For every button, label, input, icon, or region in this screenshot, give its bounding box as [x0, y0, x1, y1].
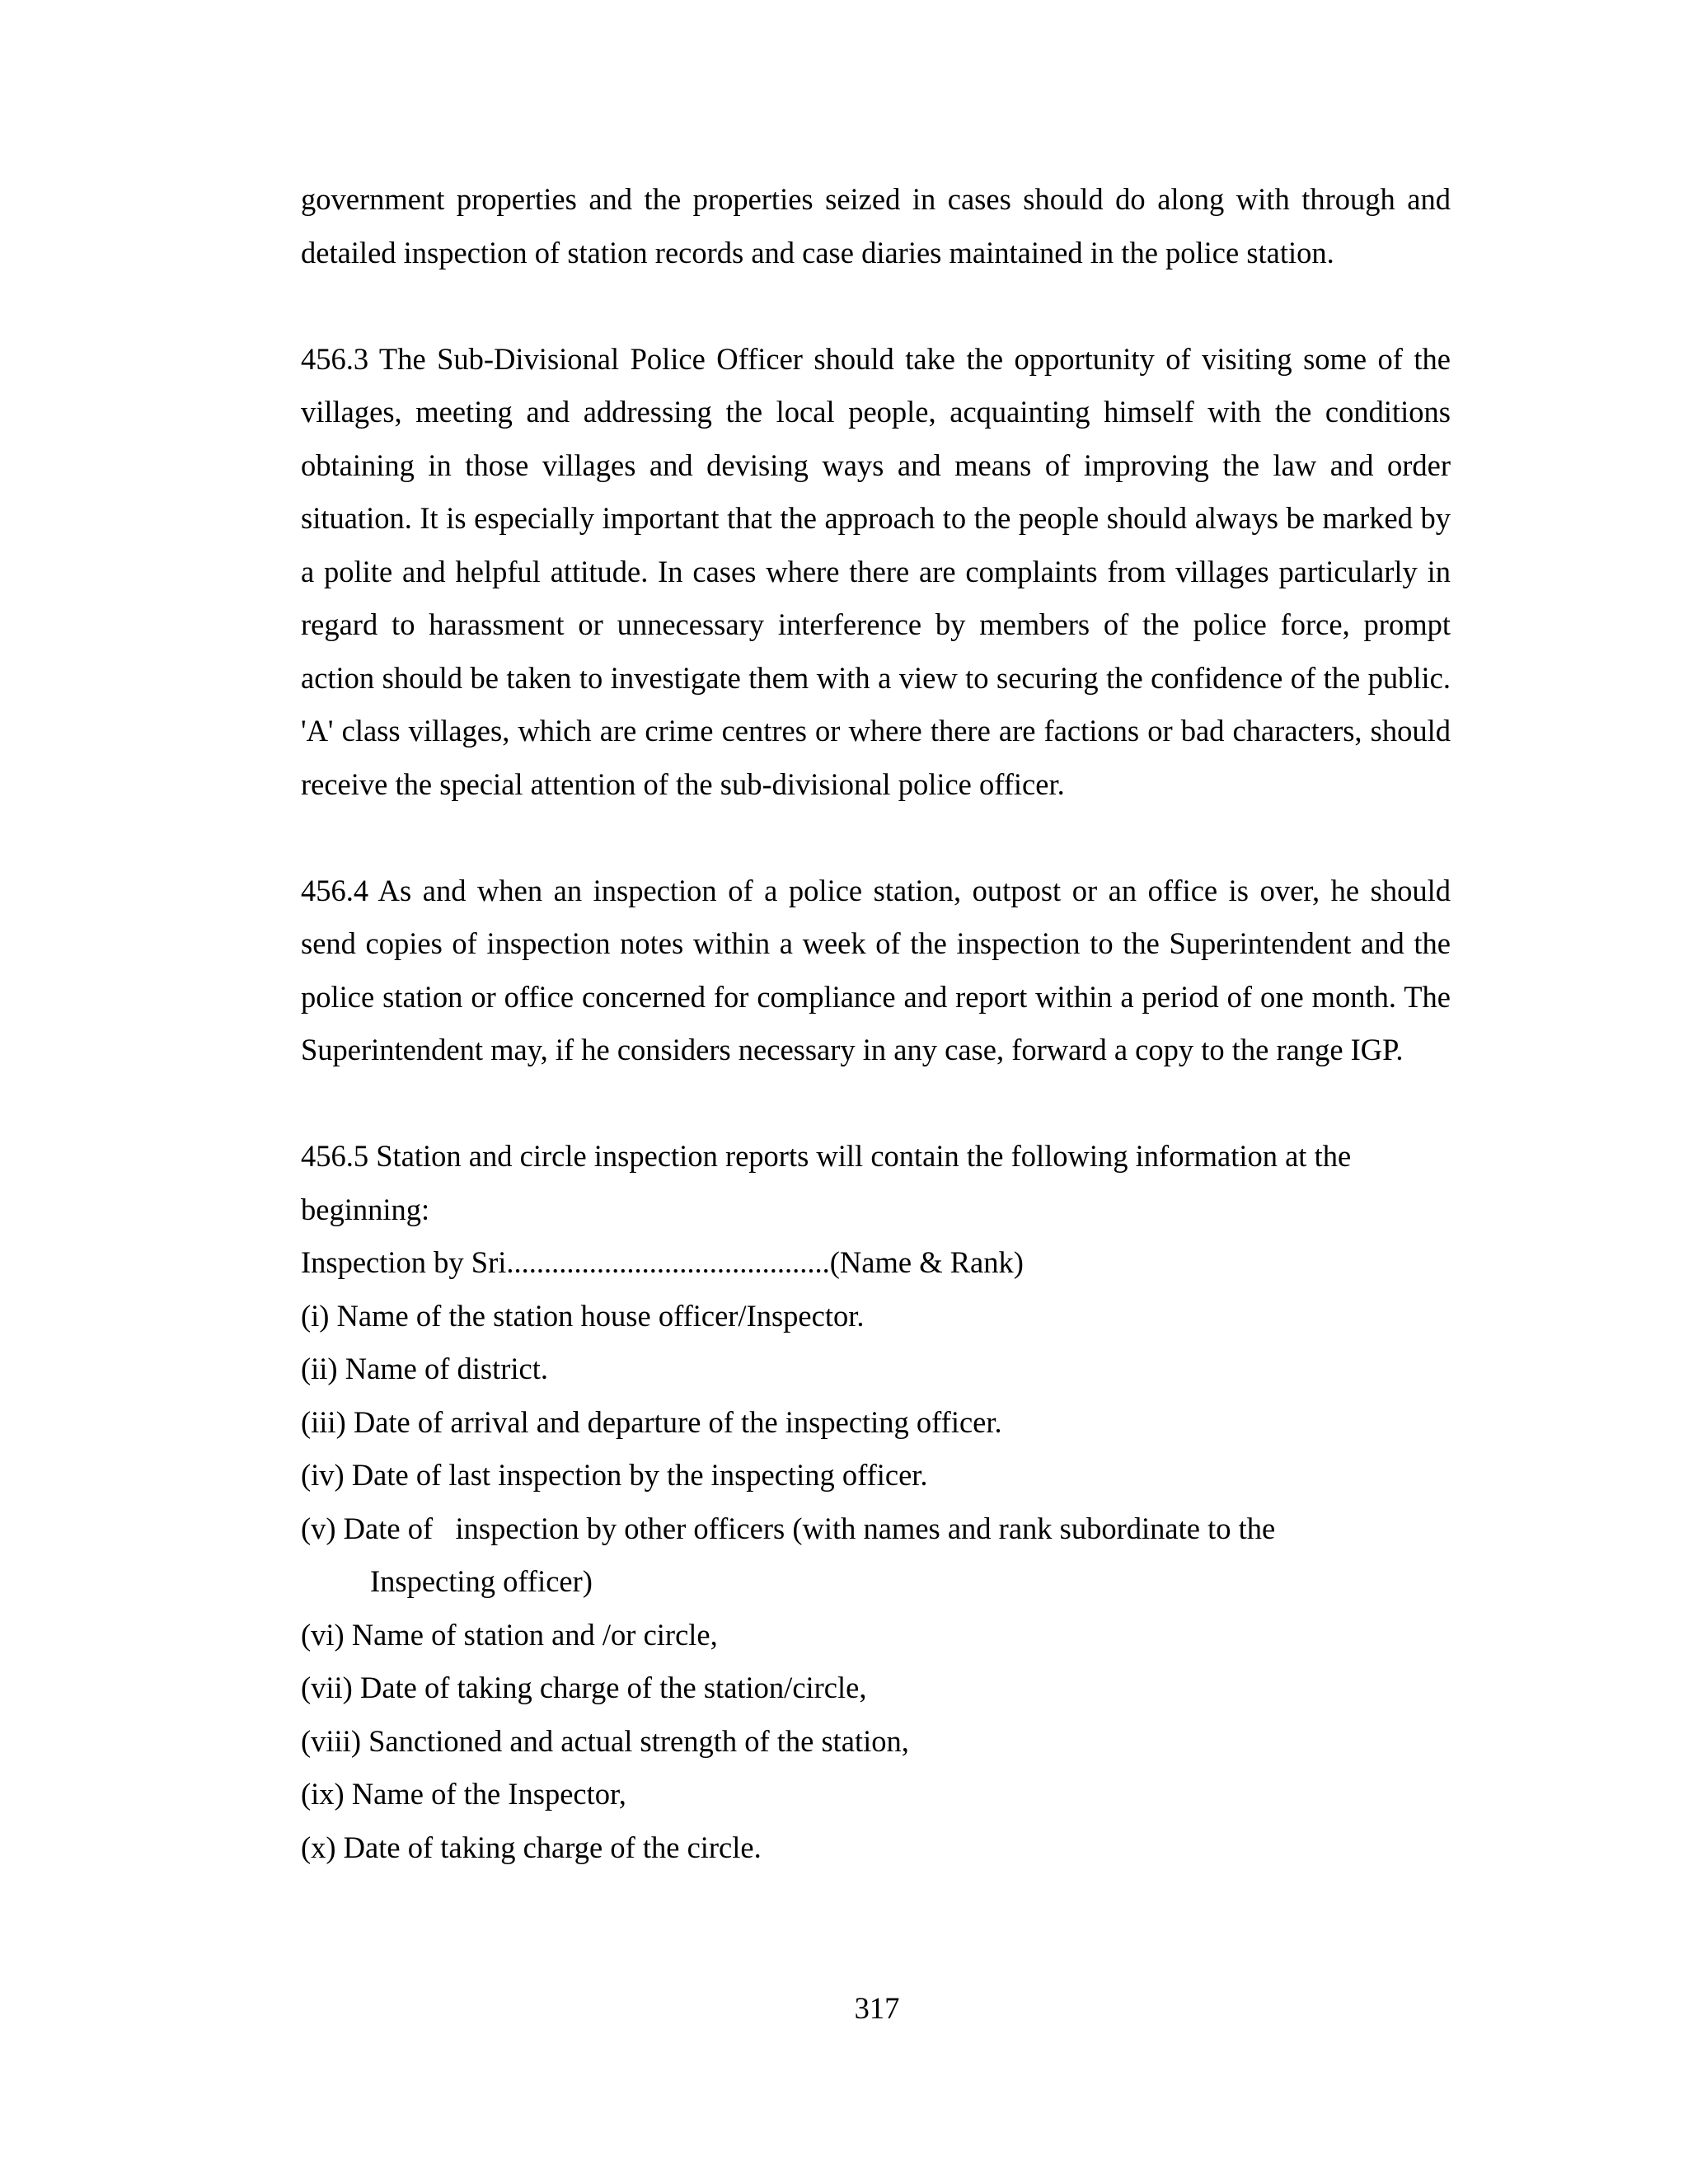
- paragraph-456-3: 456.3 The Sub-Divisional Police Officer should take the opportunity of visiting some of the villages, meeting and addressing the local people, acquainting himself with the conditions obtaining in those villages and devising ways and means of improving the law and order situation. It is especially important that the approach to the people should always be marked by a polite and helpful attitude. In cases where there are complaints from villages particularly in regard to harassment or unnecessary interference by members of the police force, prompt action should be taken to investigate them with a view to securing the confidence of the public. 'A' class villages, which are crime centres or where there are factions or bad characters, should receive the special attention of the sub-divisional police officer.: [301, 341, 1451, 801]
- list-item: (iv) Date of last inspection by the inspecting officer.: [301, 1458, 928, 1492]
- list-item: (i) Name of the station house officer/Inspector.: [301, 1298, 865, 1333]
- document-body: [301, 173, 1451, 1874]
- section-456-5-intro-continued: beginning:: [301, 1192, 430, 1226]
- list-item: (ix) Name of the Inspector,: [301, 1777, 626, 1811]
- list-item: (vi) Name of station and /or circle,: [301, 1617, 718, 1652]
- section-456-5-intro: 456.5 Station and circle inspection reports will contain the following information at the: [301, 1139, 1352, 1173]
- list-item: (vii) Date of taking charge of the station/circle,: [301, 1671, 867, 1704]
- paragraph-456-4: 456.4 As and when an inspection of a police station, outpost or an office is over, he should send copies of inspection notes within a week of the inspection to the Superintendent and the police station or office concerned for compliance and report within a period of one month. The Superintendent may, if he considers necessary in any case, forward a copy to the range IGP.: [301, 873, 1451, 1066]
- list-item: (x) Date of taking charge of the circle.: [301, 1830, 762, 1864]
- list-item: (viii) Sanctioned and actual strength of the station,: [301, 1723, 909, 1758]
- list-item-continuation: Inspecting officer): [370, 1564, 593, 1598]
- inspection-by-line: Inspection by Sri...........................................(Name & Rank): [301, 1245, 1024, 1279]
- page-number: 317: [854, 1991, 900, 2025]
- list-item: (iii) Date of arrival and departure of the inspecting officer.: [301, 1404, 1002, 1439]
- section-456-5: [301, 1130, 1451, 1874]
- list-item: (v) Date of inspection by other officers (with names and rank subordinate to the: [301, 1511, 1276, 1545]
- paragraph-continuation: government properties and the properties seized in cases should do along with through and detailed inspection of station records and case diaries maintained in the police station.: [301, 182, 1451, 269]
- list-item: (ii) Name of district.: [301, 1352, 549, 1385]
